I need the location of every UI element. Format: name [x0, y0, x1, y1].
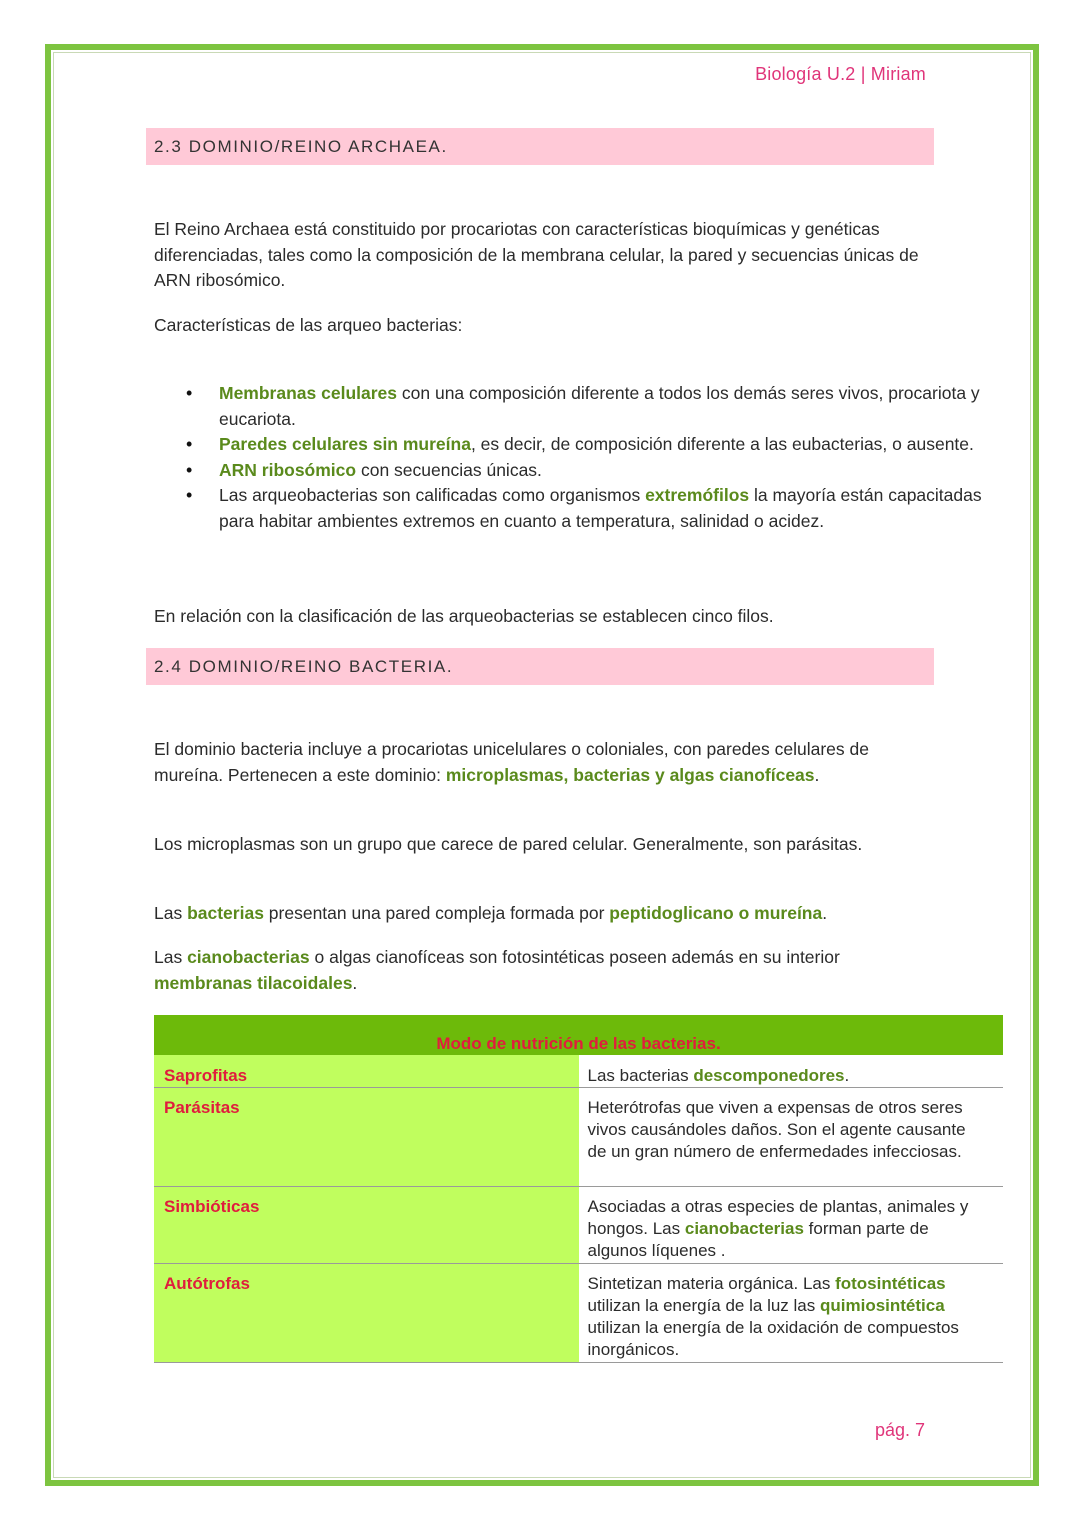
section-heading-archaea: 2.3 DOMINIO/REINO ARCHAEA. [146, 128, 934, 165]
bacteria-p1: El dominio bacteria incluye a procariotas unicelulares o coloniales, con paredes celulares de mureína. Pertenecen a este dominio: microplasmas, bacterias y algas cianofíceas. [154, 739, 869, 785]
table-row [154, 1264, 1003, 1363]
row-value: Las bacterias descomponedores. [579, 1055, 1004, 1088]
row-value: Sintetizan materia orgánica. Las fotosintéticas utilizan la energía de la luz las quimiosintética utilizan la energía de la oxidación de compuestos inorgánicos. [579, 1264, 1004, 1363]
bacteria-p4: Las cianobacterias o algas cianofíceas son fotosintéticas poseen además en su interior membranas tilacoidales. [154, 947, 840, 993]
section-heading-bacteria: 2.4 DOMINIO/REINO BACTERIA. [146, 648, 934, 685]
bacteria-p3: Las bacterias presentan una pared compleja formada por peptidoglicano o mureína. [154, 903, 828, 923]
table-row [154, 1055, 1003, 1088]
row-key: Saprofitas [154, 1055, 579, 1088]
row-value: Heterótrofas que viven a expensas de otros seres vivos causándoles daños. Son el agente causante de un gran número de enfermedades infecciosas. [579, 1088, 1004, 1187]
page-number: pág. 7 [874, 1420, 925, 1440]
table-header-row [154, 1015, 1003, 1055]
row-key: Simbióticas [154, 1187, 579, 1264]
archaea-features-label: Características de las arqueo bacterias: [154, 315, 463, 335]
bacteria-p2: Los microplasmas son un grupo que carece de pared celular. Generalmente, son parásitas. [154, 834, 863, 854]
row-value: Asociadas a otras especies de plantas, animales y hongos. Las cianobacterias forman parte de algunos líquenes . [579, 1187, 1004, 1264]
page-header: Biología U.2 | Miriam [755, 64, 926, 84]
row-key: Autótrofas [154, 1264, 579, 1363]
table-title: Modo de nutrición de las bacterias. [154, 1015, 1003, 1055]
archaea-intro: El Reino Archaea está constituido por procariotas con características bioquímicas y genéticas diferenciadas, tales como la composición de la membrana celular, la pared y secuencias únicas de ARN ribosómico. [154, 219, 919, 290]
list-item: • Paredes celulares sin mureína, es decir, de composición diferente a las eubacterias, o ausente. [219, 432, 999, 458]
archaea-closing: En relación con la clasificación de las arqueobacterias se establecen cinco filos. [154, 606, 774, 626]
list-item: • Membranas celulares con una composición diferente a todos los demás seres vivos, procariota y eucariota. [219, 381, 999, 432]
nutrition-table [154, 1015, 1003, 1363]
table-row [154, 1088, 1003, 1187]
row-key: Parásitas [154, 1088, 579, 1187]
table-row [154, 1187, 1003, 1264]
archaea-features-list [154, 381, 999, 534]
list-item: • Las arqueobacterias son calificadas como organismos extremófilos la mayoría están capacitadas para habitar ambientes extremos en cuanto a temperatura, salinidad o acidez. [219, 483, 999, 534]
list-item: • ARN ribosómico con secuencias únicas. [219, 458, 999, 484]
